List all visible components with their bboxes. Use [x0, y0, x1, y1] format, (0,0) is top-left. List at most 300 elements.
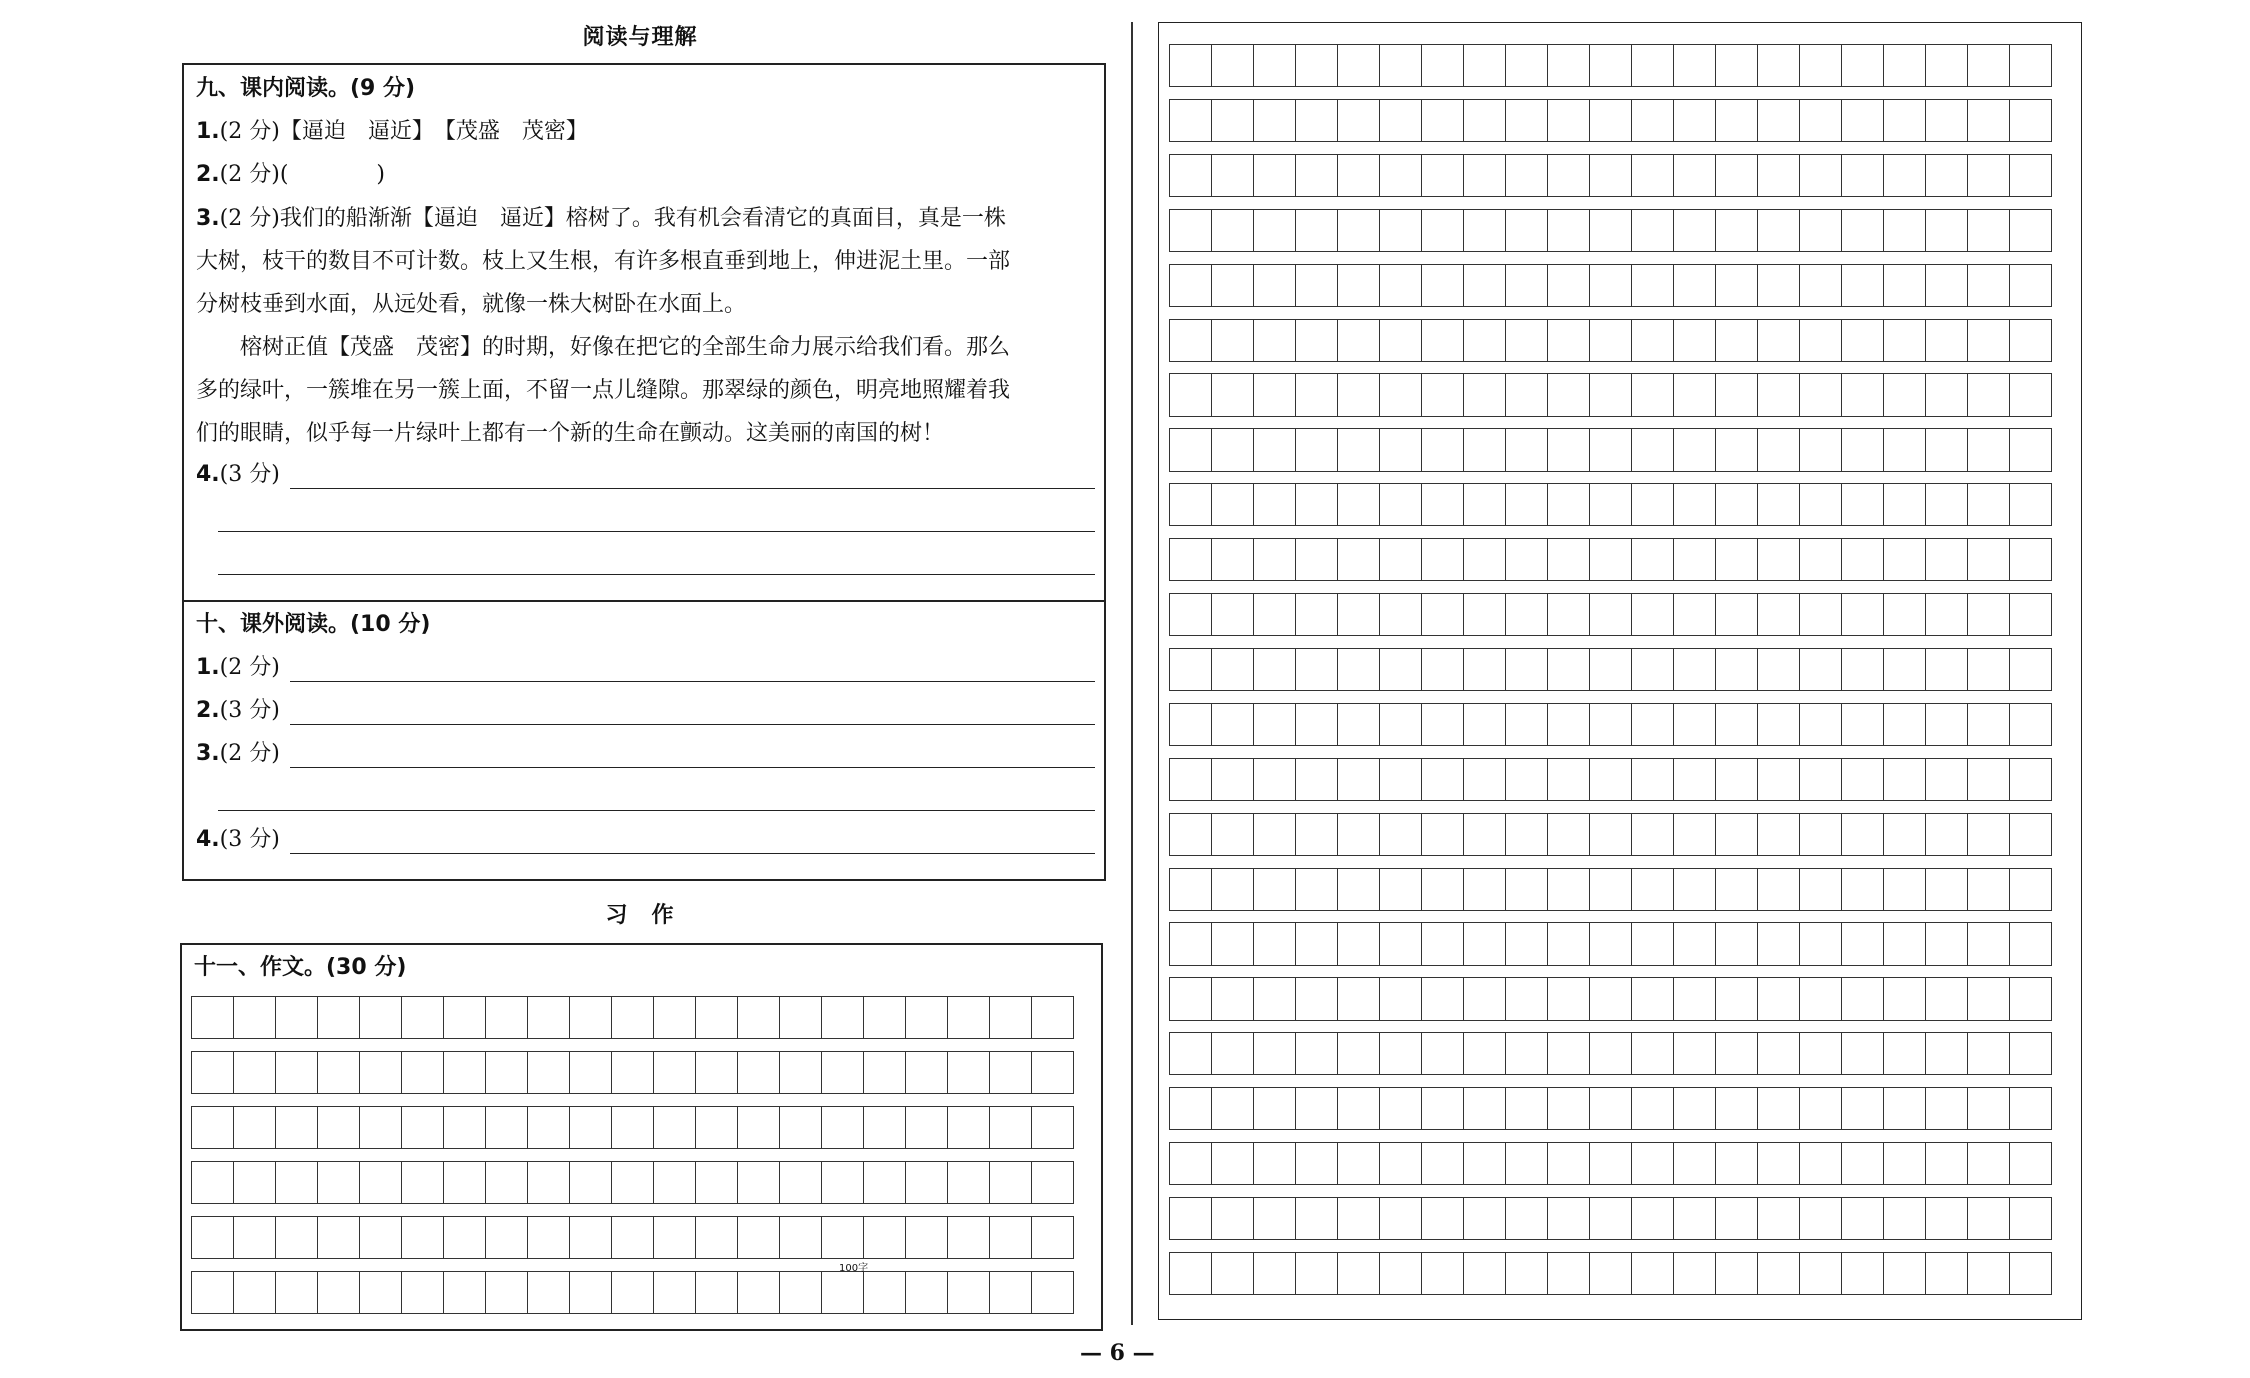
- grid-cell[interactable]: [821, 996, 864, 1039]
- grid-cell[interactable]: [1925, 813, 1968, 856]
- grid-cell[interactable]: [1757, 428, 1800, 471]
- grid-cell[interactable]: [1253, 1142, 1296, 1185]
- grid-cell[interactable]: [1295, 922, 1338, 965]
- grid-cell[interactable]: [485, 1106, 528, 1149]
- grid-cell[interactable]: [569, 1051, 612, 1094]
- grid-cell[interactable]: [905, 1051, 948, 1094]
- grid-cell[interactable]: [863, 1106, 906, 1149]
- grid-cell[interactable]: [1799, 1087, 1842, 1130]
- grid-cell[interactable]: [1547, 1142, 1590, 1185]
- grid-cell[interactable]: [1799, 1142, 1842, 1185]
- grid-cell[interactable]: [1883, 319, 1926, 362]
- grid-cell[interactable]: [1673, 428, 1716, 471]
- grid-cell[interactable]: [1799, 428, 1842, 471]
- grid-cell[interactable]: [1295, 593, 1338, 636]
- grid-cell[interactable]: [1505, 922, 1548, 965]
- grid-cell[interactable]: [1589, 922, 1632, 965]
- grid-cell[interactable]: [1505, 1197, 1548, 1240]
- grid-cell[interactable]: [1337, 1197, 1380, 1240]
- grid-cell[interactable]: [1337, 758, 1380, 801]
- grid-cell[interactable]: [695, 996, 738, 1039]
- grid-cell[interactable]: [1505, 648, 1548, 691]
- grid-cell[interactable]: [1211, 758, 1254, 801]
- grid-cell[interactable]: [1673, 373, 1716, 416]
- grid-cell[interactable]: [737, 1161, 780, 1204]
- grid-cell[interactable]: [1673, 1032, 1716, 1075]
- q10-item1-answer-line[interactable]: [290, 681, 1095, 682]
- grid-cell[interactable]: [611, 1051, 654, 1094]
- grid-cell[interactable]: [1379, 428, 1422, 471]
- grid-cell[interactable]: [905, 1106, 948, 1149]
- grid-cell[interactable]: [1169, 99, 1212, 142]
- grid-cell[interactable]: [443, 1161, 486, 1204]
- grid-cell[interactable]: [1211, 977, 1254, 1020]
- grid-cell[interactable]: [401, 1216, 444, 1259]
- grid-cell[interactable]: [1295, 483, 1338, 526]
- grid-cell[interactable]: [1463, 1032, 1506, 1075]
- grid-cell[interactable]: [1883, 44, 1926, 87]
- grid-cell[interactable]: [1589, 593, 1632, 636]
- grid-cell[interactable]: [1337, 1252, 1380, 1295]
- grid-cell[interactable]: [1421, 154, 1464, 197]
- grid-cell[interactable]: [1337, 593, 1380, 636]
- grid-cell[interactable]: [611, 996, 654, 1039]
- grid-cell[interactable]: [1715, 593, 1758, 636]
- grid-cell[interactable]: [1631, 1087, 1674, 1130]
- grid-cell[interactable]: [1673, 264, 1716, 307]
- grid-cell[interactable]: [1841, 648, 1884, 691]
- grid-cell[interactable]: [1883, 209, 1926, 252]
- grid-cell[interactable]: [1757, 538, 1800, 581]
- grid-cell[interactable]: [1841, 1142, 1884, 1185]
- grid-cell[interactable]: [359, 1051, 402, 1094]
- grid-cell[interactable]: [1379, 1032, 1422, 1075]
- grid-cell[interactable]: [443, 1216, 486, 1259]
- grid-cell[interactable]: [1211, 922, 1254, 965]
- grid-cell[interactable]: [1547, 1197, 1590, 1240]
- grid-cell[interactable]: [2009, 538, 2052, 581]
- grid-cell[interactable]: [1715, 648, 1758, 691]
- grid-cell[interactable]: [1337, 1032, 1380, 1075]
- grid-cell[interactable]: [1421, 1032, 1464, 1075]
- q10-item4-answer-line[interactable]: [290, 853, 1095, 854]
- grid-cell[interactable]: [1379, 99, 1422, 142]
- grid-cell[interactable]: [1421, 758, 1464, 801]
- grid-cell[interactable]: [1967, 319, 2010, 362]
- grid-cell[interactable]: [1589, 1032, 1632, 1075]
- grid-cell[interactable]: [1631, 264, 1674, 307]
- grid-cell[interactable]: [1379, 1087, 1422, 1130]
- grid-cell[interactable]: [1589, 977, 1632, 1020]
- grid-cell[interactable]: [1547, 99, 1590, 142]
- grid-cell[interactable]: [1715, 1197, 1758, 1240]
- grid-cell[interactable]: [1211, 428, 1254, 471]
- grid-cell[interactable]: [1631, 593, 1674, 636]
- grid-cell[interactable]: [1799, 1032, 1842, 1075]
- grid-cell[interactable]: [905, 1271, 948, 1314]
- grid-cell[interactable]: [1337, 1142, 1380, 1185]
- grid-cell[interactable]: [1505, 483, 1548, 526]
- grid-cell[interactable]: [1799, 1197, 1842, 1240]
- grid-cell[interactable]: [1295, 538, 1338, 581]
- grid-cell[interactable]: [1925, 868, 1968, 911]
- grid-cell[interactable]: [1505, 209, 1548, 252]
- grid-cell[interactable]: [1799, 868, 1842, 911]
- grid-cell[interactable]: [1031, 1271, 1074, 1314]
- grid-cell[interactable]: [1211, 868, 1254, 911]
- grid-cell[interactable]: [1505, 1142, 1548, 1185]
- grid-cell[interactable]: [1589, 373, 1632, 416]
- grid-cell[interactable]: [1673, 813, 1716, 856]
- grid-cell[interactable]: [1547, 1252, 1590, 1295]
- grid-cell[interactable]: [527, 1216, 570, 1259]
- grid-cell[interactable]: [1967, 1032, 2010, 1075]
- grid-cell[interactable]: [1589, 758, 1632, 801]
- grid-cell[interactable]: [695, 1051, 738, 1094]
- grid-cell[interactable]: [1925, 44, 1968, 87]
- grid-cell[interactable]: [1547, 538, 1590, 581]
- grid-cell[interactable]: [1253, 922, 1296, 965]
- grid-cell[interactable]: [695, 1271, 738, 1314]
- grid-cell[interactable]: [401, 1051, 444, 1094]
- grid-cell[interactable]: [1547, 703, 1590, 746]
- grid-cell[interactable]: [1295, 264, 1338, 307]
- grid-cell[interactable]: [1463, 1087, 1506, 1130]
- grid-cell[interactable]: [1631, 209, 1674, 252]
- grid-cell[interactable]: [1463, 593, 1506, 636]
- grid-cell[interactable]: [569, 996, 612, 1039]
- grid-cell[interactable]: [1589, 209, 1632, 252]
- grid-cell[interactable]: [1463, 373, 1506, 416]
- grid-cell[interactable]: [1673, 538, 1716, 581]
- grid-cell[interactable]: [2009, 44, 2052, 87]
- grid-cell[interactable]: [1295, 868, 1338, 911]
- grid-cell[interactable]: [1925, 922, 1968, 965]
- grid-cell[interactable]: [947, 1216, 990, 1259]
- grid-cell[interactable]: [1031, 996, 1074, 1039]
- grid-cell[interactable]: [2009, 813, 2052, 856]
- grid-cell[interactable]: [1715, 483, 1758, 526]
- grid-cell[interactable]: [1841, 1087, 1884, 1130]
- grid-cell[interactable]: [1883, 1032, 1926, 1075]
- grid-cell[interactable]: [1505, 1087, 1548, 1130]
- grid-cell[interactable]: [1505, 813, 1548, 856]
- grid-cell[interactable]: [1715, 813, 1758, 856]
- grid-cell[interactable]: [275, 1106, 318, 1149]
- grid-cell[interactable]: [1757, 977, 1800, 1020]
- grid-cell[interactable]: [779, 996, 822, 1039]
- q10-item3-answer-line[interactable]: [290, 767, 1095, 768]
- grid-cell[interactable]: [359, 996, 402, 1039]
- grid-cell[interactable]: [863, 1216, 906, 1259]
- grid-cell[interactable]: [1631, 1142, 1674, 1185]
- grid-cell[interactable]: [1715, 1087, 1758, 1130]
- grid-cell[interactable]: [1547, 648, 1590, 691]
- grid-cell[interactable]: [1925, 758, 1968, 801]
- grid-cell[interactable]: [233, 1051, 276, 1094]
- grid-cell[interactable]: [1295, 977, 1338, 1020]
- grid-cell[interactable]: [1337, 264, 1380, 307]
- grid-cell[interactable]: [1967, 977, 2010, 1020]
- grid-cell[interactable]: [1757, 99, 1800, 142]
- grid-cell[interactable]: [1337, 868, 1380, 911]
- grid-cell[interactable]: [1925, 483, 1968, 526]
- grid-cell[interactable]: [1589, 154, 1632, 197]
- grid-cell[interactable]: [1505, 99, 1548, 142]
- grid-cell[interactable]: [1295, 373, 1338, 416]
- grid-cell[interactable]: [1463, 977, 1506, 1020]
- grid-cell[interactable]: [1715, 868, 1758, 911]
- grid-cell[interactable]: [1925, 99, 1968, 142]
- grid-cell[interactable]: [1547, 264, 1590, 307]
- grid-cell[interactable]: [1505, 977, 1548, 1020]
- grid-cell[interactable]: [1841, 868, 1884, 911]
- grid-cell[interactable]: [1253, 758, 1296, 801]
- grid-cell[interactable]: [1673, 154, 1716, 197]
- grid-cell[interactable]: [1169, 593, 1212, 636]
- grid-cell[interactable]: [905, 1216, 948, 1259]
- grid-cell[interactable]: [947, 996, 990, 1039]
- grid-cell[interactable]: [1169, 703, 1212, 746]
- grid-cell[interactable]: [527, 1106, 570, 1149]
- grid-cell[interactable]: [1379, 44, 1422, 87]
- grid-cell[interactable]: [2009, 758, 2052, 801]
- grid-cell[interactable]: [1799, 264, 1842, 307]
- grid-cell[interactable]: [1463, 1142, 1506, 1185]
- grid-cell[interactable]: [1505, 154, 1548, 197]
- grid-cell[interactable]: [1757, 264, 1800, 307]
- grid-cell[interactable]: [191, 1051, 234, 1094]
- grid-cell[interactable]: [233, 1106, 276, 1149]
- grid-cell[interactable]: [1841, 483, 1884, 526]
- grid-cell[interactable]: [1463, 209, 1506, 252]
- grid-cell[interactable]: [989, 1106, 1032, 1149]
- grid-cell[interactable]: [1379, 1142, 1422, 1185]
- grid-cell[interactable]: [1673, 209, 1716, 252]
- grid-cell[interactable]: [1631, 154, 1674, 197]
- grid-cell[interactable]: [569, 1106, 612, 1149]
- grid-cell[interactable]: [2009, 1087, 2052, 1130]
- grid-cell[interactable]: [1589, 99, 1632, 142]
- grid-cell[interactable]: [233, 1216, 276, 1259]
- grid-cell[interactable]: [1211, 1142, 1254, 1185]
- grid-cell[interactable]: [1211, 209, 1254, 252]
- grid-cell[interactable]: [1211, 648, 1254, 691]
- grid-cell[interactable]: [779, 1161, 822, 1204]
- grid-cell[interactable]: [1925, 1142, 1968, 1185]
- grid-cell[interactable]: [863, 1271, 906, 1314]
- grid-cell[interactable]: [1715, 44, 1758, 87]
- grid-cell[interactable]: [1967, 44, 2010, 87]
- grid-cell[interactable]: [1337, 44, 1380, 87]
- grid-cell[interactable]: [1253, 373, 1296, 416]
- grid-cell[interactable]: [1505, 703, 1548, 746]
- grid-cell[interactable]: [1799, 593, 1842, 636]
- grid-cell[interactable]: [1379, 373, 1422, 416]
- grid-cell[interactable]: [1799, 209, 1842, 252]
- grid-cell[interactable]: [1799, 373, 1842, 416]
- grid-cell[interactable]: [1169, 428, 1212, 471]
- grid-cell[interactable]: [443, 1271, 486, 1314]
- grid-cell[interactable]: [1295, 758, 1338, 801]
- grid-cell[interactable]: [2009, 264, 2052, 307]
- grid-cell[interactable]: [1463, 428, 1506, 471]
- grid-cell[interactable]: [1841, 264, 1884, 307]
- grid-cell[interactable]: [1757, 922, 1800, 965]
- grid-cell[interactable]: [1967, 99, 2010, 142]
- grid-cell[interactable]: [1589, 538, 1632, 581]
- grid-cell[interactable]: [401, 1161, 444, 1204]
- grid-cell[interactable]: [863, 996, 906, 1039]
- grid-cell[interactable]: [191, 1271, 234, 1314]
- grid-cell[interactable]: [1421, 264, 1464, 307]
- grid-cell[interactable]: [1967, 868, 2010, 911]
- grid-cell[interactable]: [1631, 99, 1674, 142]
- grid-cell[interactable]: [1715, 1252, 1758, 1295]
- grid-cell[interactable]: [779, 1271, 822, 1314]
- grid-cell[interactable]: [2009, 648, 2052, 691]
- grid-cell[interactable]: [1211, 44, 1254, 87]
- grid-cell[interactable]: [1169, 538, 1212, 581]
- grid-cell[interactable]: [2009, 319, 2052, 362]
- grid-cell[interactable]: [1967, 1197, 2010, 1240]
- grid-cell[interactable]: [1673, 1142, 1716, 1185]
- grid-cell[interactable]: [1673, 868, 1716, 911]
- grid-cell[interactable]: [1379, 1197, 1422, 1240]
- grid-cell[interactable]: [1379, 703, 1422, 746]
- grid-cell[interactable]: [821, 1216, 864, 1259]
- grid-cell[interactable]: [1505, 593, 1548, 636]
- grid-cell[interactable]: [1757, 593, 1800, 636]
- grid-cell[interactable]: [401, 1106, 444, 1149]
- grid-cell[interactable]: [2009, 1142, 2052, 1185]
- grid-cell[interactable]: [1253, 538, 1296, 581]
- grid-cell[interactable]: [1379, 758, 1422, 801]
- grid-cell[interactable]: [1211, 1087, 1254, 1130]
- grid-cell[interactable]: [1547, 483, 1590, 526]
- grid-cell[interactable]: [1211, 373, 1254, 416]
- grid-cell[interactable]: [1925, 538, 1968, 581]
- grid-cell[interactable]: [1631, 483, 1674, 526]
- grid-cell[interactable]: [1505, 1032, 1548, 1075]
- grid-cell[interactable]: [1925, 1252, 1968, 1295]
- grid-cell[interactable]: [1169, 154, 1212, 197]
- grid-cell[interactable]: [1589, 44, 1632, 87]
- grid-cell[interactable]: [1673, 99, 1716, 142]
- grid-cell[interactable]: [1169, 209, 1212, 252]
- grid-cell[interactable]: [1169, 1197, 1212, 1240]
- grid-cell[interactable]: [989, 1051, 1032, 1094]
- grid-cell[interactable]: [1547, 977, 1590, 1020]
- grid-cell[interactable]: [1715, 1032, 1758, 1075]
- grid-cell[interactable]: [275, 1161, 318, 1204]
- grid-cell[interactable]: [1547, 813, 1590, 856]
- grid-cell[interactable]: [905, 996, 948, 1039]
- grid-cell[interactable]: [1211, 813, 1254, 856]
- grid-cell[interactable]: [1421, 868, 1464, 911]
- grid-cell[interactable]: [1715, 154, 1758, 197]
- grid-cell[interactable]: [1757, 1197, 1800, 1240]
- q10-item3-answer-line[interactable]: [218, 810, 1095, 811]
- grid-cell[interactable]: [1031, 1051, 1074, 1094]
- grid-cell[interactable]: [275, 1216, 318, 1259]
- grid-cell[interactable]: [1421, 209, 1464, 252]
- grid-cell[interactable]: [1463, 758, 1506, 801]
- grid-cell[interactable]: [1631, 648, 1674, 691]
- grid-cell[interactable]: [1463, 483, 1506, 526]
- grid-cell[interactable]: [1631, 538, 1674, 581]
- grid-cell[interactable]: [2009, 483, 2052, 526]
- grid-cell[interactable]: [2009, 1032, 2052, 1075]
- grid-cell[interactable]: [1295, 99, 1338, 142]
- grid-cell[interactable]: [1841, 538, 1884, 581]
- grid-cell[interactable]: [443, 996, 486, 1039]
- grid-cell[interactable]: [1505, 758, 1548, 801]
- grid-cell[interactable]: [1589, 1142, 1632, 1185]
- grid-cell[interactable]: [359, 1216, 402, 1259]
- grid-cell[interactable]: [1295, 1087, 1338, 1130]
- grid-cell[interactable]: [1925, 373, 1968, 416]
- grid-cell[interactable]: [1463, 922, 1506, 965]
- grid-cell[interactable]: [569, 1161, 612, 1204]
- grid-cell[interactable]: [1337, 154, 1380, 197]
- grid-cell[interactable]: [1799, 319, 1842, 362]
- grid-cell[interactable]: [1715, 209, 1758, 252]
- grid-cell[interactable]: [1841, 813, 1884, 856]
- grid-cell[interactable]: [1253, 648, 1296, 691]
- grid-cell[interactable]: [1295, 319, 1338, 362]
- grid-cell[interactable]: [1505, 868, 1548, 911]
- grid-cell[interactable]: [1673, 977, 1716, 1020]
- grid-cell[interactable]: [1169, 373, 1212, 416]
- grid-cell[interactable]: [1631, 758, 1674, 801]
- grid-cell[interactable]: [1505, 1252, 1548, 1295]
- grid-cell[interactable]: [1841, 758, 1884, 801]
- grid-cell[interactable]: [1295, 44, 1338, 87]
- grid-cell[interactable]: [1295, 1142, 1338, 1185]
- grid-cell[interactable]: [1967, 593, 2010, 636]
- grid-cell[interactable]: [821, 1271, 864, 1314]
- grid-cell[interactable]: [1211, 154, 1254, 197]
- grid-cell[interactable]: [1757, 703, 1800, 746]
- grid-cell[interactable]: [317, 1216, 360, 1259]
- grid-cell[interactable]: [1253, 1087, 1296, 1130]
- grid-cell[interactable]: [317, 1161, 360, 1204]
- grid-cell[interactable]: [863, 1161, 906, 1204]
- grid-cell[interactable]: [1883, 1087, 1926, 1130]
- grid-cell[interactable]: [191, 1106, 234, 1149]
- grid-cell[interactable]: [1883, 922, 1926, 965]
- grid-cell[interactable]: [1295, 1197, 1338, 1240]
- grid-cell[interactable]: [1967, 428, 2010, 471]
- grid-cell[interactable]: [1253, 1252, 1296, 1295]
- grid-cell[interactable]: [1421, 1142, 1464, 1185]
- grid-cell[interactable]: [233, 996, 276, 1039]
- grid-cell[interactable]: [1631, 868, 1674, 911]
- grid-cell[interactable]: [1883, 703, 1926, 746]
- grid-cell[interactable]: [1673, 1252, 1716, 1295]
- grid-cell[interactable]: [1757, 319, 1800, 362]
- grid-cell[interactable]: [1925, 154, 1968, 197]
- grid-cell[interactable]: [737, 1106, 780, 1149]
- grid-cell[interactable]: [1421, 593, 1464, 636]
- grid-cell[interactable]: [527, 996, 570, 1039]
- grid-cell[interactable]: [1337, 373, 1380, 416]
- grid-cell[interactable]: [317, 1106, 360, 1149]
- grid-cell[interactable]: [1673, 1087, 1716, 1130]
- grid-cell[interactable]: [527, 1161, 570, 1204]
- grid-cell[interactable]: [1421, 319, 1464, 362]
